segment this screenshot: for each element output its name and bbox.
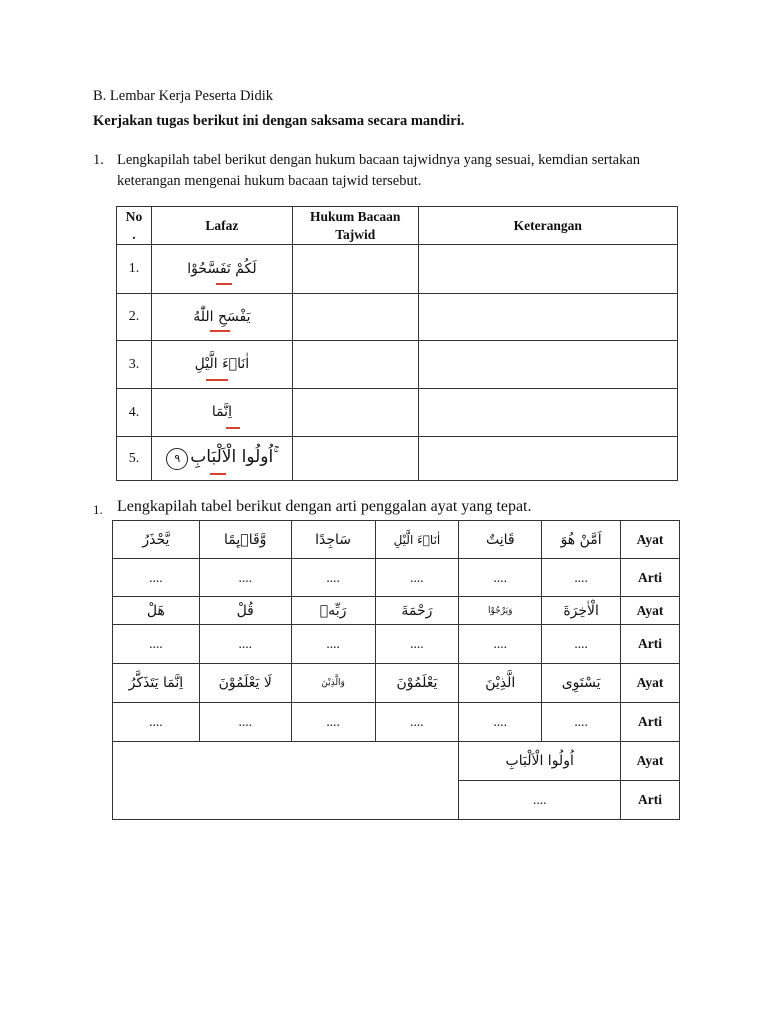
ayat-label: Ayat <box>621 742 680 781</box>
row-number: 5. <box>117 437 152 481</box>
tajwid-underline <box>206 379 228 381</box>
hukum-answer-cell[interactable] <box>292 294 418 341</box>
arti-answer-cell[interactable]: .... <box>459 781 621 820</box>
hukum-answer-cell[interactable] <box>292 437 418 481</box>
keterangan-answer-cell[interactable] <box>418 294 677 341</box>
table-row <box>117 245 678 294</box>
instruction: Kerjakan tugas berikut ini dengan saksama secara mandiri. <box>93 113 465 129</box>
hukum-answer-cell[interactable] <box>292 245 418 294</box>
keterangan-answer-cell[interactable] <box>418 389 677 437</box>
lafaz-text: اُولُوا الْاَلْبَابِ ۚ <box>190 447 278 468</box>
ayat-row <box>113 521 680 559</box>
arti-answer-cell[interactable]: .... <box>542 559 621 597</box>
arti-answer-cell[interactable]: .... <box>542 703 621 742</box>
ayat-cell: اٰنَاۤءَ الَّيْلِ <box>375 521 459 559</box>
ayat-cell: رَبِّهٖ <box>291 597 375 625</box>
arti-answer-cell[interactable]: .... <box>199 559 291 597</box>
tajwid-underline <box>216 283 232 285</box>
ayat-row <box>113 597 680 625</box>
row-number: 1. <box>117 245 152 294</box>
arti-answer-cell[interactable]: .... <box>542 625 621 664</box>
arti-answer-cell[interactable]: .... <box>459 559 542 597</box>
tajwid-header-row <box>117 207 678 245</box>
table-row <box>117 437 678 481</box>
table-row <box>117 389 678 437</box>
row-number: 3. <box>117 341 152 389</box>
tajwid-underline <box>210 330 230 332</box>
row-number: 2. <box>117 294 152 341</box>
ayat-row <box>113 664 680 703</box>
arti-row <box>113 703 680 742</box>
arti-label: Arti <box>621 625 680 664</box>
arti-answer-cell[interactable]: .... <box>459 703 542 742</box>
ayat-cell: يَعْلَمُوْنَ <box>375 664 459 703</box>
header-lafaz: Lafaz <box>151 207 292 245</box>
lafaz-cell <box>151 389 292 437</box>
arti-answer-cell[interactable]: .... <box>291 559 375 597</box>
keterangan-answer-cell[interactable] <box>418 437 677 481</box>
ayat-cell: يَسْتَوِى <box>542 664 621 703</box>
lafaz-text: اِنَّمَا <box>211 404 232 420</box>
arti-answer-cell[interactable]: .... <box>113 559 200 597</box>
ayat-cell: اِنَّمَا يَتَذَكَّرُ <box>113 664 200 703</box>
ayat-cell: سَاجِدًا <box>291 521 375 559</box>
table-row <box>117 341 678 389</box>
arti-row <box>113 559 680 597</box>
arti-answer-cell[interactable]: .... <box>113 625 200 664</box>
ayat-cell: اُولُوا الْاَلْبَابِ <box>459 742 621 781</box>
hukum-answer-cell[interactable] <box>292 341 418 389</box>
ayat-cell: قَانِتٌ <box>459 521 542 559</box>
tajwid-underline <box>210 473 226 475</box>
header-no: No . <box>117 207 152 245</box>
lafaz-text: لَكُمْ تَفَسَّحُوْا <box>187 260 257 277</box>
ayat-row <box>113 742 680 781</box>
arti-label: Arti <box>621 703 680 742</box>
arti-answer-cell[interactable]: .... <box>459 625 542 664</box>
ayat-cell: اَمَّنْ هُوَ <box>542 521 621 559</box>
arti-answer-cell[interactable]: .... <box>199 625 291 664</box>
arti-answer-cell[interactable]: .... <box>375 625 459 664</box>
row-number: 4. <box>117 389 152 437</box>
keterangan-answer-cell[interactable] <box>418 245 677 294</box>
keterangan-answer-cell[interactable] <box>418 341 677 389</box>
task1-text-line2: keterangan mengenai hukum bacaan tajwid tersebut. <box>117 173 422 189</box>
ayat-cell: لَا يَعْلَمُوْنَ <box>199 664 291 703</box>
arti-table <box>112 520 680 820</box>
ayat-cell: الَّذِيْنَ <box>459 664 542 703</box>
arti-answer-cell[interactable]: .... <box>291 625 375 664</box>
ayat-cell: يَّحْذَرُ <box>113 521 200 559</box>
lafaz-cell <box>151 341 292 389</box>
tajwid-table <box>116 206 678 481</box>
lafaz-text: اٰنَاۤءَ الَّيْلِ <box>194 356 250 372</box>
table-row <box>117 294 678 341</box>
ayat-cell: الْاٰخِرَةَ <box>542 597 621 625</box>
header-keterangan: Keterangan <box>418 207 677 245</box>
section-heading: B. Lembar Kerja Peserta Didik <box>93 88 273 104</box>
ayat-cell: وَالَّذِيْنَ <box>291 664 375 703</box>
lafaz-cell <box>151 245 292 294</box>
arti-answer-cell[interactable]: .... <box>375 703 459 742</box>
ayat-cell: قُلْ <box>199 597 291 625</box>
ayat-cell: هَلْ <box>113 597 200 625</box>
header-hukum: Hukum Bacaan Tajwid <box>292 207 418 245</box>
task1-number: 1. <box>93 152 104 168</box>
task2-number: 1. <box>93 502 103 517</box>
task1-text-line1: Lengkapilah tabel berikut dengan hukum bacaan tajwidnya yang sesuai, kemdian sertakan <box>117 152 641 168</box>
arti-row <box>113 625 680 664</box>
ayat-cell: وَيَرْجُوْا <box>459 597 542 625</box>
ayat-label: Ayat <box>621 597 680 625</box>
arti-answer-cell[interactable]: .... <box>291 703 375 742</box>
arti-label: Arti <box>621 781 680 820</box>
ayat-cell: وَّقَاۤىِٕمًا <box>199 521 291 559</box>
empty-merged-cell <box>113 742 459 820</box>
hukum-answer-cell[interactable] <box>292 389 418 437</box>
arti-answer-cell[interactable]: .... <box>375 559 459 597</box>
lafaz-cell <box>151 294 292 341</box>
tajwid-underline <box>226 427 240 429</box>
ayat-cell: رَحْمَةَ <box>375 597 459 625</box>
ayah-number-icon: ٩ <box>166 448 188 470</box>
lafaz-cell <box>151 437 292 481</box>
ayat-label: Ayat <box>621 664 680 703</box>
arti-answer-cell[interactable]: .... <box>113 703 200 742</box>
lafaz-text: يَفْسَحِ اللّٰهُ <box>193 308 251 325</box>
ayat-label: Ayat <box>621 521 680 559</box>
arti-answer-cell[interactable]: .... <box>199 703 291 742</box>
arti-label: Arti <box>621 559 680 597</box>
task2-text: Lengkapilah tabel berikut dengan arti penggalan ayat yang tepat. <box>117 498 532 515</box>
